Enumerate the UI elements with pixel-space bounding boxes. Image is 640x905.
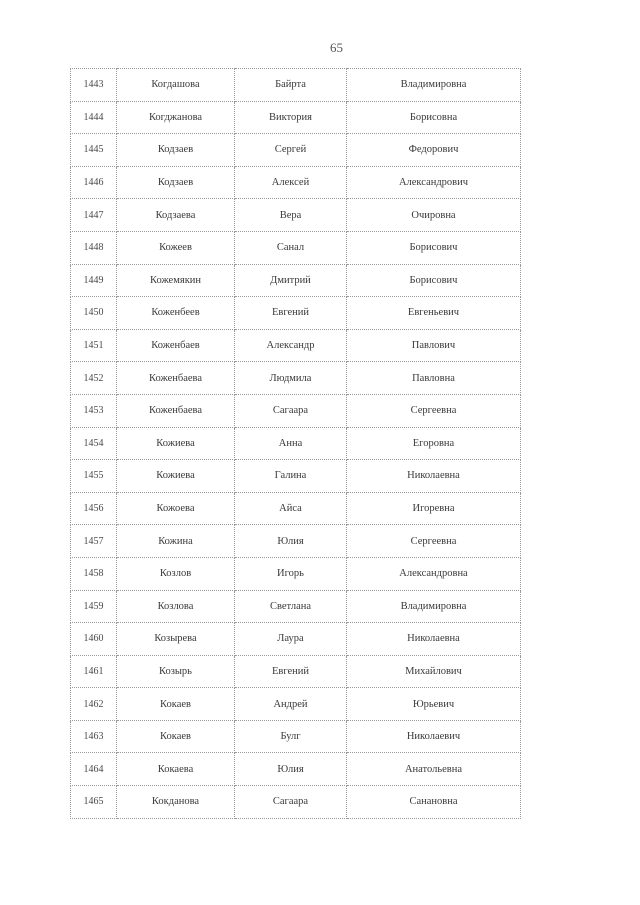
row-number: 1447 xyxy=(71,199,117,232)
table-row xyxy=(71,525,521,558)
first-name-cell: Юлия xyxy=(235,753,347,786)
table-row xyxy=(71,166,521,199)
row-number: 1450 xyxy=(71,297,117,330)
table-row xyxy=(71,134,521,167)
row-number: 1464 xyxy=(71,753,117,786)
last-name-cell: Когдашова xyxy=(117,69,235,102)
first-name-cell: Игорь xyxy=(235,557,347,590)
last-name-cell: Коженбеев xyxy=(117,297,235,330)
table-row xyxy=(71,69,521,102)
last-name-cell: Кокаев xyxy=(117,720,235,753)
patronymic-cell: Очировна xyxy=(347,199,521,232)
last-name-cell: Кожемякин xyxy=(117,264,235,297)
names-table xyxy=(70,68,521,819)
table-row xyxy=(71,623,521,656)
page-number: 65 xyxy=(330,40,343,55)
patronymic-cell: Юрьевич xyxy=(347,688,521,721)
table-row xyxy=(71,786,521,819)
patronymic-cell: Санановна xyxy=(347,786,521,819)
patronymic-cell: Николаевна xyxy=(347,623,521,656)
row-number: 1443 xyxy=(71,69,117,102)
table-row xyxy=(71,655,521,688)
last-name-cell: Козырева xyxy=(117,623,235,656)
row-number: 1454 xyxy=(71,427,117,460)
first-name-cell: Дмитрий xyxy=(235,264,347,297)
last-name-cell: Кожиева xyxy=(117,427,235,460)
last-name-cell: Кодзаева xyxy=(117,199,235,232)
last-name-cell: Коженбаев xyxy=(117,329,235,362)
table-row xyxy=(71,329,521,362)
last-name-cell: Когджанова xyxy=(117,101,235,134)
patronymic-cell: Борисович xyxy=(347,231,521,264)
names-table-container xyxy=(70,68,520,819)
table-row xyxy=(71,101,521,134)
row-number: 1455 xyxy=(71,460,117,493)
patronymic-cell: Борисович xyxy=(347,264,521,297)
table-row xyxy=(71,199,521,232)
table-row xyxy=(71,297,521,330)
first-name-cell: Евгений xyxy=(235,655,347,688)
row-number: 1444 xyxy=(71,101,117,134)
patronymic-cell: Сергеевна xyxy=(347,525,521,558)
last-name-cell: Кокданова xyxy=(117,786,235,819)
table-row xyxy=(71,720,521,753)
first-name-cell: Вера xyxy=(235,199,347,232)
first-name-cell: Галина xyxy=(235,460,347,493)
row-number: 1460 xyxy=(71,623,117,656)
row-number: 1449 xyxy=(71,264,117,297)
last-name-cell: Кожоева xyxy=(117,492,235,525)
patronymic-cell: Николаевич xyxy=(347,720,521,753)
first-name-cell: Алексей xyxy=(235,166,347,199)
table-row xyxy=(71,394,521,427)
row-number: 1461 xyxy=(71,655,117,688)
patronymic-cell: Сергеевна xyxy=(347,394,521,427)
row-number: 1459 xyxy=(71,590,117,623)
first-name-cell: Сагаара xyxy=(235,786,347,819)
last-name-cell: Коженбаева xyxy=(117,394,235,427)
first-name-cell: Виктория xyxy=(235,101,347,134)
table-row xyxy=(71,688,521,721)
last-name-cell: Козырь xyxy=(117,655,235,688)
table-row xyxy=(71,557,521,590)
patronymic-cell: Борисовна xyxy=(347,101,521,134)
patronymic-cell: Евгеньевич xyxy=(347,297,521,330)
row-number: 1456 xyxy=(71,492,117,525)
last-name-cell: Козлова xyxy=(117,590,235,623)
last-name-cell: Коженбаева xyxy=(117,362,235,395)
patronymic-cell: Анатольевна xyxy=(347,753,521,786)
table-row xyxy=(71,590,521,623)
patronymic-cell: Федорович xyxy=(347,134,521,167)
patronymic-cell: Игоревна xyxy=(347,492,521,525)
table-row xyxy=(71,362,521,395)
first-name-cell: Светлана xyxy=(235,590,347,623)
table-row xyxy=(71,460,521,493)
patronymic-cell: Михайлович xyxy=(347,655,521,688)
table-row xyxy=(71,492,521,525)
row-number: 1457 xyxy=(71,525,117,558)
first-name-cell: Анна xyxy=(235,427,347,460)
table-body xyxy=(71,69,521,819)
row-number: 1458 xyxy=(71,557,117,590)
row-number: 1448 xyxy=(71,231,117,264)
table-row xyxy=(71,753,521,786)
row-number: 1463 xyxy=(71,720,117,753)
last-name-cell: Кожина xyxy=(117,525,235,558)
table-row xyxy=(71,427,521,460)
patronymic-cell: Павловна xyxy=(347,362,521,395)
first-name-cell: Байрта xyxy=(235,69,347,102)
first-name-cell: Сагаара xyxy=(235,394,347,427)
first-name-cell: Александр xyxy=(235,329,347,362)
row-number: 1446 xyxy=(71,166,117,199)
table-row xyxy=(71,231,521,264)
last-name-cell: Кодзаев xyxy=(117,166,235,199)
patronymic-cell: Павлович xyxy=(347,329,521,362)
last-name-cell: Кокаев xyxy=(117,688,235,721)
patronymic-cell: Александровна xyxy=(347,557,521,590)
first-name-cell: Андрей xyxy=(235,688,347,721)
patronymic-cell: Николаевна xyxy=(347,460,521,493)
first-name-cell: Юлия xyxy=(235,525,347,558)
first-name-cell: Лаура xyxy=(235,623,347,656)
first-name-cell: Евгений xyxy=(235,297,347,330)
last-name-cell: Кожеев xyxy=(117,231,235,264)
row-number: 1453 xyxy=(71,394,117,427)
first-name-cell: Сергей xyxy=(235,134,347,167)
first-name-cell: Санал xyxy=(235,231,347,264)
last-name-cell: Кокаева xyxy=(117,753,235,786)
last-name-cell: Кодзаев xyxy=(117,134,235,167)
row-number: 1465 xyxy=(71,786,117,819)
row-number: 1445 xyxy=(71,134,117,167)
table-row xyxy=(71,264,521,297)
first-name-cell: Айса xyxy=(235,492,347,525)
last-name-cell: Козлов xyxy=(117,557,235,590)
last-name-cell: Кожиева xyxy=(117,460,235,493)
patronymic-cell: Владимировна xyxy=(347,590,521,623)
row-number: 1452 xyxy=(71,362,117,395)
first-name-cell: Булг xyxy=(235,720,347,753)
row-number: 1462 xyxy=(71,688,117,721)
patronymic-cell: Егоровна xyxy=(347,427,521,460)
patronymic-cell: Владимировна xyxy=(347,69,521,102)
first-name-cell: Людмила xyxy=(235,362,347,395)
patronymic-cell: Александрович xyxy=(347,166,521,199)
row-number: 1451 xyxy=(71,329,117,362)
